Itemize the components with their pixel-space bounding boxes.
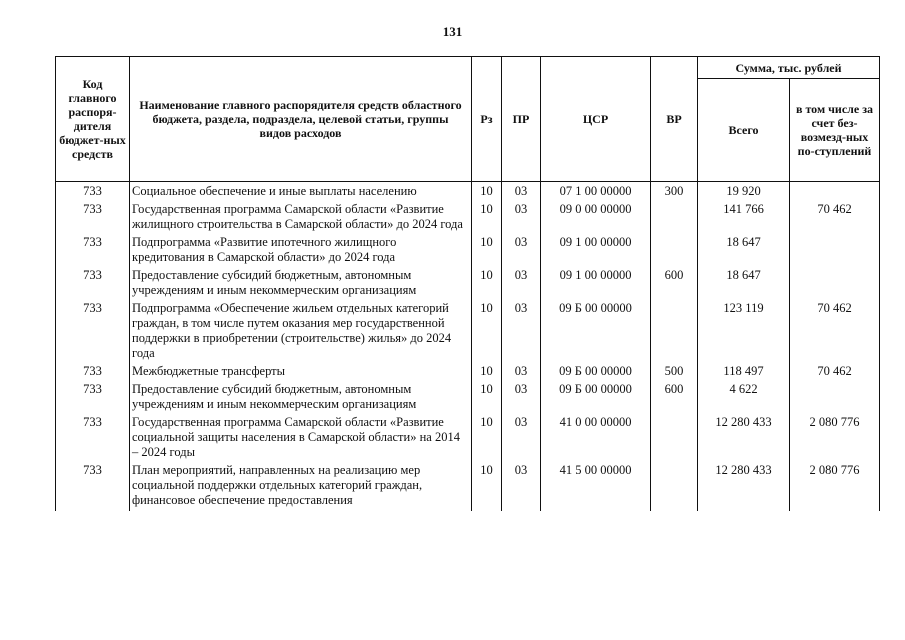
cell-rz: 10 xyxy=(472,301,502,364)
cell-rz: 10 xyxy=(472,415,502,463)
cell-csr: 09 Б 00 00000 xyxy=(541,301,651,364)
cell-name: Социальное обеспечение и иные выплаты населению xyxy=(130,182,472,203)
cell-code: 733 xyxy=(56,301,130,364)
cell-name: Государственная программа Самарской области «Развитие жилищного строительства в Самарской области» до 2024 года xyxy=(130,202,472,235)
cell-csr: 09 Б 00 00000 xyxy=(541,382,651,415)
cell-vr: 600 xyxy=(651,382,698,415)
cell-rz: 10 xyxy=(472,268,502,301)
table-row xyxy=(56,182,880,203)
cell-total: 141 766 xyxy=(698,202,790,235)
cell-csr: 09 1 00 00000 xyxy=(541,235,651,268)
cell-free: 2 080 776 xyxy=(790,463,880,511)
cell-free: 2 080 776 xyxy=(790,415,880,463)
cell-total: 118 497 xyxy=(698,364,790,382)
cell-rz: 10 xyxy=(472,382,502,415)
cell-free: 70 462 xyxy=(790,202,880,235)
table-row xyxy=(56,364,880,382)
cell-pr: 03 xyxy=(502,235,541,268)
cell-rz: 10 xyxy=(472,202,502,235)
table-row xyxy=(56,382,880,415)
cell-pr: 03 xyxy=(502,182,541,203)
cell-free xyxy=(790,268,880,301)
table-row xyxy=(56,415,880,463)
cell-vr xyxy=(651,235,698,268)
cell-free xyxy=(790,382,880,415)
cell-total: 12 280 433 xyxy=(698,463,790,511)
cell-code: 733 xyxy=(56,202,130,235)
cell-csr: 09 Б 00 00000 xyxy=(541,364,651,382)
cell-vr: 300 xyxy=(651,182,698,203)
cell-csr: 07 1 00 00000 xyxy=(541,182,651,203)
table-row xyxy=(56,463,880,511)
header-sum-group: Сумма, тыс. рублей xyxy=(698,57,880,79)
cell-vr: 600 xyxy=(651,268,698,301)
cell-code: 733 xyxy=(56,268,130,301)
header-name: Наименование главного распорядителя средств областного бюджета, раздела, подраздела, целевой статьи, группы видов расходов xyxy=(130,57,472,182)
cell-code: 733 xyxy=(56,182,130,203)
cell-vr xyxy=(651,463,698,511)
header-total: Всего xyxy=(698,79,790,182)
cell-total: 12 280 433 xyxy=(698,415,790,463)
cell-free: 70 462 xyxy=(790,364,880,382)
header-rz: Рз xyxy=(472,57,502,182)
cell-name: Межбюджетные трансферты xyxy=(130,364,472,382)
cell-total: 19 920 xyxy=(698,182,790,203)
cell-csr: 09 0 00 00000 xyxy=(541,202,651,235)
header-code: Код главного распоря-дителя бюджет-ных средств xyxy=(56,57,130,182)
header-free: в том числе за счет без-возмезд-ных по-ступлений xyxy=(790,79,880,182)
cell-name: Предоставление субсидий бюджетным, автономным учреждениям и иным некоммерческим организациям xyxy=(130,382,472,415)
cell-pr: 03 xyxy=(502,202,541,235)
cell-pr: 03 xyxy=(502,415,541,463)
cell-csr: 41 0 00 00000 xyxy=(541,415,651,463)
cell-vr: 500 xyxy=(651,364,698,382)
page-number: 131 xyxy=(442,24,463,39)
cell-name: Предоставление субсидий бюджетным, автономным учреждениям и иным некоммерческим организациям xyxy=(130,268,472,301)
cell-code: 733 xyxy=(56,382,130,415)
table-row xyxy=(56,202,880,235)
cell-name: Государственная программа Самарской области «Развитие социальной защиты населения в Самарской области» на 2014 – 2024 годы xyxy=(130,415,472,463)
cell-vr xyxy=(651,415,698,463)
cell-total: 18 647 xyxy=(698,235,790,268)
cell-rz: 10 xyxy=(472,463,502,511)
cell-pr: 03 xyxy=(502,382,541,415)
table-row xyxy=(56,235,880,268)
cell-rz: 10 xyxy=(472,182,502,203)
cell-name: Подпрограмма «Развитие ипотечного жилищного кредитования в Самарской области» до 2024 года xyxy=(130,235,472,268)
cell-rz: 10 xyxy=(472,364,502,382)
cell-csr: 09 1 00 00000 xyxy=(541,268,651,301)
cell-pr: 03 xyxy=(502,268,541,301)
cell-free xyxy=(790,235,880,268)
cell-name: План мероприятий, направленных на реализацию мер социальной поддержки отдельных категорий граждан, финансовое обеспечение предоставления xyxy=(130,463,472,511)
cell-code: 733 xyxy=(56,364,130,382)
cell-csr: 41 5 00 00000 xyxy=(541,463,651,511)
budget-table xyxy=(55,56,880,511)
header-pr: ПР xyxy=(502,57,541,182)
cell-code: 733 xyxy=(56,235,130,268)
cell-code: 733 xyxy=(56,463,130,511)
cell-pr: 03 xyxy=(502,364,541,382)
cell-code: 733 xyxy=(56,415,130,463)
table-row xyxy=(56,268,880,301)
header-vr: ВР xyxy=(651,57,698,182)
cell-pr: 03 xyxy=(502,301,541,364)
header-csr: ЦСР xyxy=(541,57,651,182)
cell-vr xyxy=(651,202,698,235)
cell-pr: 03 xyxy=(502,463,541,511)
cell-free xyxy=(790,182,880,203)
cell-total: 123 119 xyxy=(698,301,790,364)
cell-total: 18 647 xyxy=(698,268,790,301)
cell-total: 4 622 xyxy=(698,382,790,415)
cell-free: 70 462 xyxy=(790,301,880,364)
cell-vr xyxy=(651,301,698,364)
cell-rz: 10 xyxy=(472,235,502,268)
cell-name: Подпрограмма «Обеспечение жильем отдельных категорий граждан, в том числе путем оказания мер государственной поддержки в приобретении (строительстве) жилья» до 2024 года xyxy=(130,301,472,364)
table-row xyxy=(56,301,880,364)
